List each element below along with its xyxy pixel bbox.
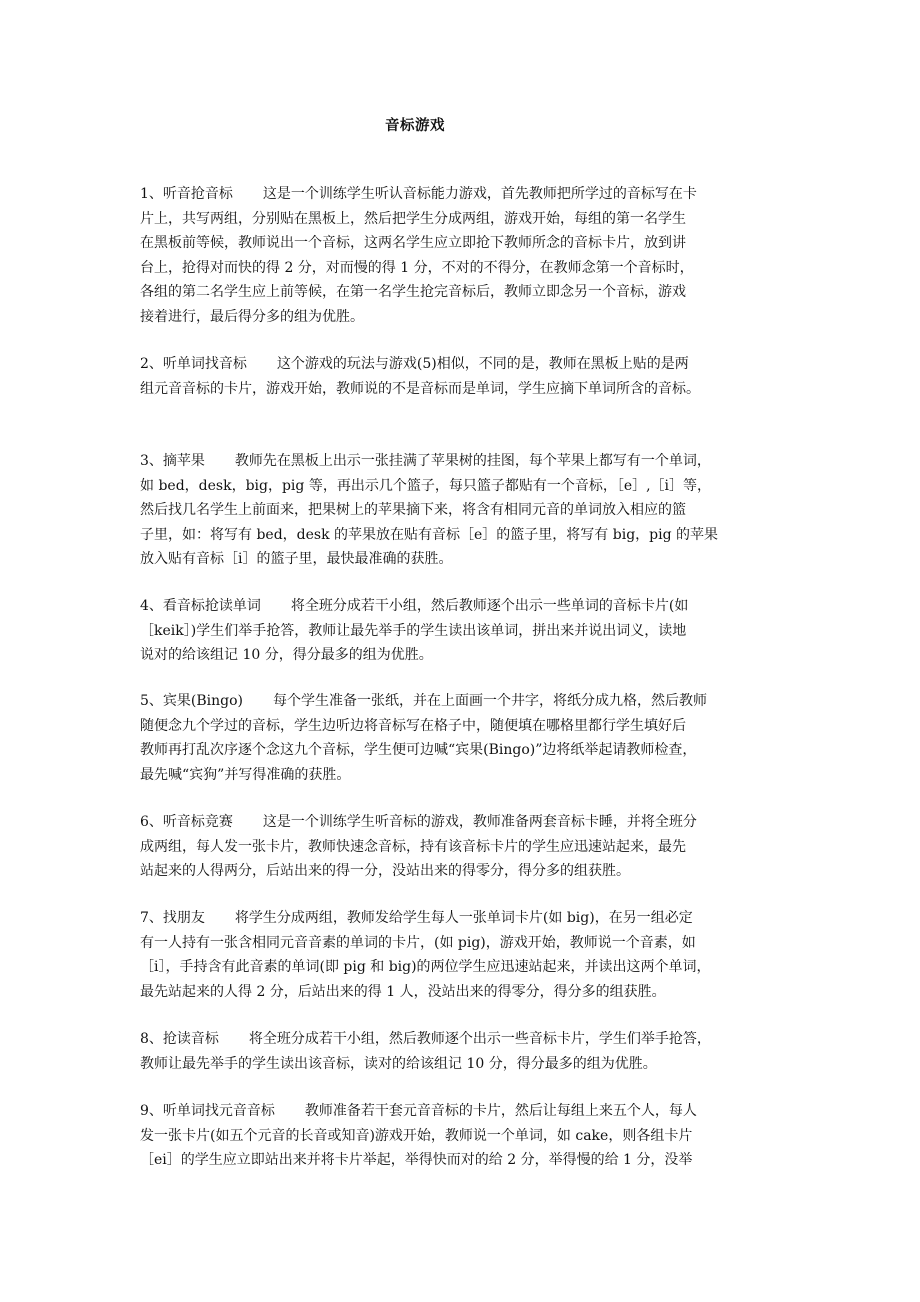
section-1-line-3: 在黑板前等候，教师说出一个音标，这两名学生应立即抢下教师所念的音标卡片，放到讲 xyxy=(140,235,686,251)
section-3-line-2: 如 bed，desk，big，pig 等，再出示几个篮子，每只篮子都贴有一个音标，［e］,［i］等， xyxy=(140,477,712,494)
section-1-line-2: 片上，共写两组，分别贴在黑板上，然后把学生分成两组，游戏开始，每组的第一名学生 xyxy=(140,210,686,227)
section-7-line-3: ［i］，手持含有此音素的单词(即 pig 和 big)的两位学生应迅速站起来，并读出这两个单词， xyxy=(140,959,711,975)
section-7-line-2: 有一人持有一张含相同元音音素的单词的卡片，(如 pig)，游戏开始，教师说一个音素，如 xyxy=(140,934,696,951)
section-8 xyxy=(140,1027,800,1076)
section-1 xyxy=(140,182,800,329)
section-1-text: 这是一个训练学生听认音标能力游戏，首先教师把所学过的音标写在卡 xyxy=(262,186,697,202)
section-4-text: 将全班分成若干小组，然后教师逐个出示一些单词的音标卡片(如 xyxy=(290,598,689,614)
section-4-line-3: 说对的给该组记 10 分，得分最多的组为优胜。 xyxy=(140,647,433,663)
section-6-heading: 6、听音标竞赛 xyxy=(140,814,233,830)
section-2-line-1 xyxy=(140,352,800,377)
section-5-text: 每个学生准备一张纸，并在上面画一个井字，将纸分成九格，然后教师 xyxy=(273,693,708,709)
section-9-text: 教师准备若干套元音音标的卡片，然后让每组上来五个人，每人 xyxy=(304,1103,697,1119)
section-5-line-3: 教师再打乱次序逐个念这九个音标，学生便可边喊“宾果(Bingo)”边将纸举起请教师检查， xyxy=(140,742,697,758)
section-6-line-2: 成两组，每人发一张卡片，教师快速念音标，持有该音标卡片的学生应迅速站起来，最先 xyxy=(140,838,686,855)
section-8-text: 将全班分成若干小组，然后教师逐个出示一些音标卡片，学生们举手抢答， xyxy=(248,1031,711,1047)
section-4 xyxy=(140,594,800,668)
section-6 xyxy=(140,810,800,884)
section-5-line-4: 最先喊“宾狗”并写得准确的获胜。 xyxy=(140,766,351,783)
section-9 xyxy=(140,1099,800,1173)
section-3-line-4: 子里，如：将写有 bed，desk 的苹果放在贴有音标［e］的篮子里，将写有 big，pig 的苹果 xyxy=(140,526,719,543)
section-8-line-1 xyxy=(140,1027,800,1052)
section-7-line-1 xyxy=(140,906,800,931)
section-6-line-3: 站起来的人得两分，后站出来的得一分，没站出来的得零分，得分多的组获胜。 xyxy=(140,863,630,879)
section-1-line-1 xyxy=(140,182,800,207)
section-6-line-1 xyxy=(140,810,800,835)
section-3-heading: 3、摘苹果 xyxy=(140,453,205,469)
section-9-heading: 9、听单词找元音音标 xyxy=(140,1103,275,1119)
section-3-line-3: 然后找几名学生上前面来，把果树上的苹果摘下来，将含有相同元音的单词放入相应的篮 xyxy=(140,502,686,518)
document-title: 音标游戏 xyxy=(385,117,445,134)
section-5-heading: 5、宾果(Bingo) xyxy=(140,693,244,709)
section-3 xyxy=(140,449,800,572)
section-2 xyxy=(140,352,800,401)
section-2-text: 这个游戏的玩法与游戏(5)相似，不同的是，教师在黑板上贴的是两 xyxy=(276,356,689,372)
section-1-line-4: 台上，抢得对而快的得 2 分，对而慢的得 1 分，不对的不得分，在教师念第一个音标时， xyxy=(140,259,694,276)
section-6-text: 这是一个训练学生听音标的游戏，教师准备两套音标卡睡，并将全班分 xyxy=(262,814,697,830)
section-1-line-5: 各组的第二名学生应上前等候，在第一名学生抢完音标后，教师立即念另一个音标，游戏 xyxy=(140,284,686,300)
section-8-heading: 8、抢读音标 xyxy=(140,1031,219,1047)
section-7-heading: 7、找朋友 xyxy=(140,910,205,926)
section-4-heading: 4、看音标抢读单词 xyxy=(140,598,261,614)
section-1-heading: 1、听音抢音标 xyxy=(140,186,233,202)
section-7-text: 将学生分成两组，教师发给学生每人一张单词卡片(如 big)，在另一组必定 xyxy=(234,910,693,926)
section-4-line-2: ［keik］)学生们举手抢答，教师让最先举手的学生读出该单词，拼出来并说出词义，读地 xyxy=(140,622,687,639)
section-3-line-1 xyxy=(140,449,800,474)
section-7 xyxy=(140,906,800,1004)
section-3-text: 教师先在黑板上出示一张挂满了苹果树的挂图，每个苹果上都写有一个单词， xyxy=(234,453,711,469)
section-5-line-2: 随便念九个学过的音标，学生边听边将音标写在格子中，随便填在哪格里都行学生填好后 xyxy=(140,717,686,734)
section-9-line-2: 发一张卡片(如五个元音的长音或知音)游戏开始，教师说一个单词，如 cake，则各组卡片 xyxy=(140,1127,693,1144)
section-2-heading: 2、听单词找音标 xyxy=(140,356,247,372)
section-5 xyxy=(140,689,800,787)
section-7-line-4: 最先站起来的人得 2 分，后站出来的得 1 人，没站出来的得零分，得分多的组获胜。 xyxy=(140,983,666,1000)
section-1-line-6: 接着进行，最后得分多的组为优胜。 xyxy=(140,308,364,325)
section-4-line-1 xyxy=(140,594,800,619)
section-8-line-2: 教师让最先举手的学生读出该音标，读对的给该组记 10 分，得分最多的组为优胜。 xyxy=(140,1055,657,1072)
section-9-line-3: ［ei］的学生应立即站出来并将卡片举起，举得快而对的给 2 分，举得慢的给 1 分，没举 xyxy=(140,1152,693,1168)
section-2-line-2: 组元音音标的卡片，游戏开始，教师说的不是音标而是单词，学生应摘下单词所含的音标。 xyxy=(140,380,700,397)
section-3-line-5: 放入贴有音标［i］的篮子里，最快最准确的获胜。 xyxy=(140,551,453,567)
section-9-line-1 xyxy=(140,1099,800,1124)
section-5-line-1 xyxy=(140,689,800,714)
